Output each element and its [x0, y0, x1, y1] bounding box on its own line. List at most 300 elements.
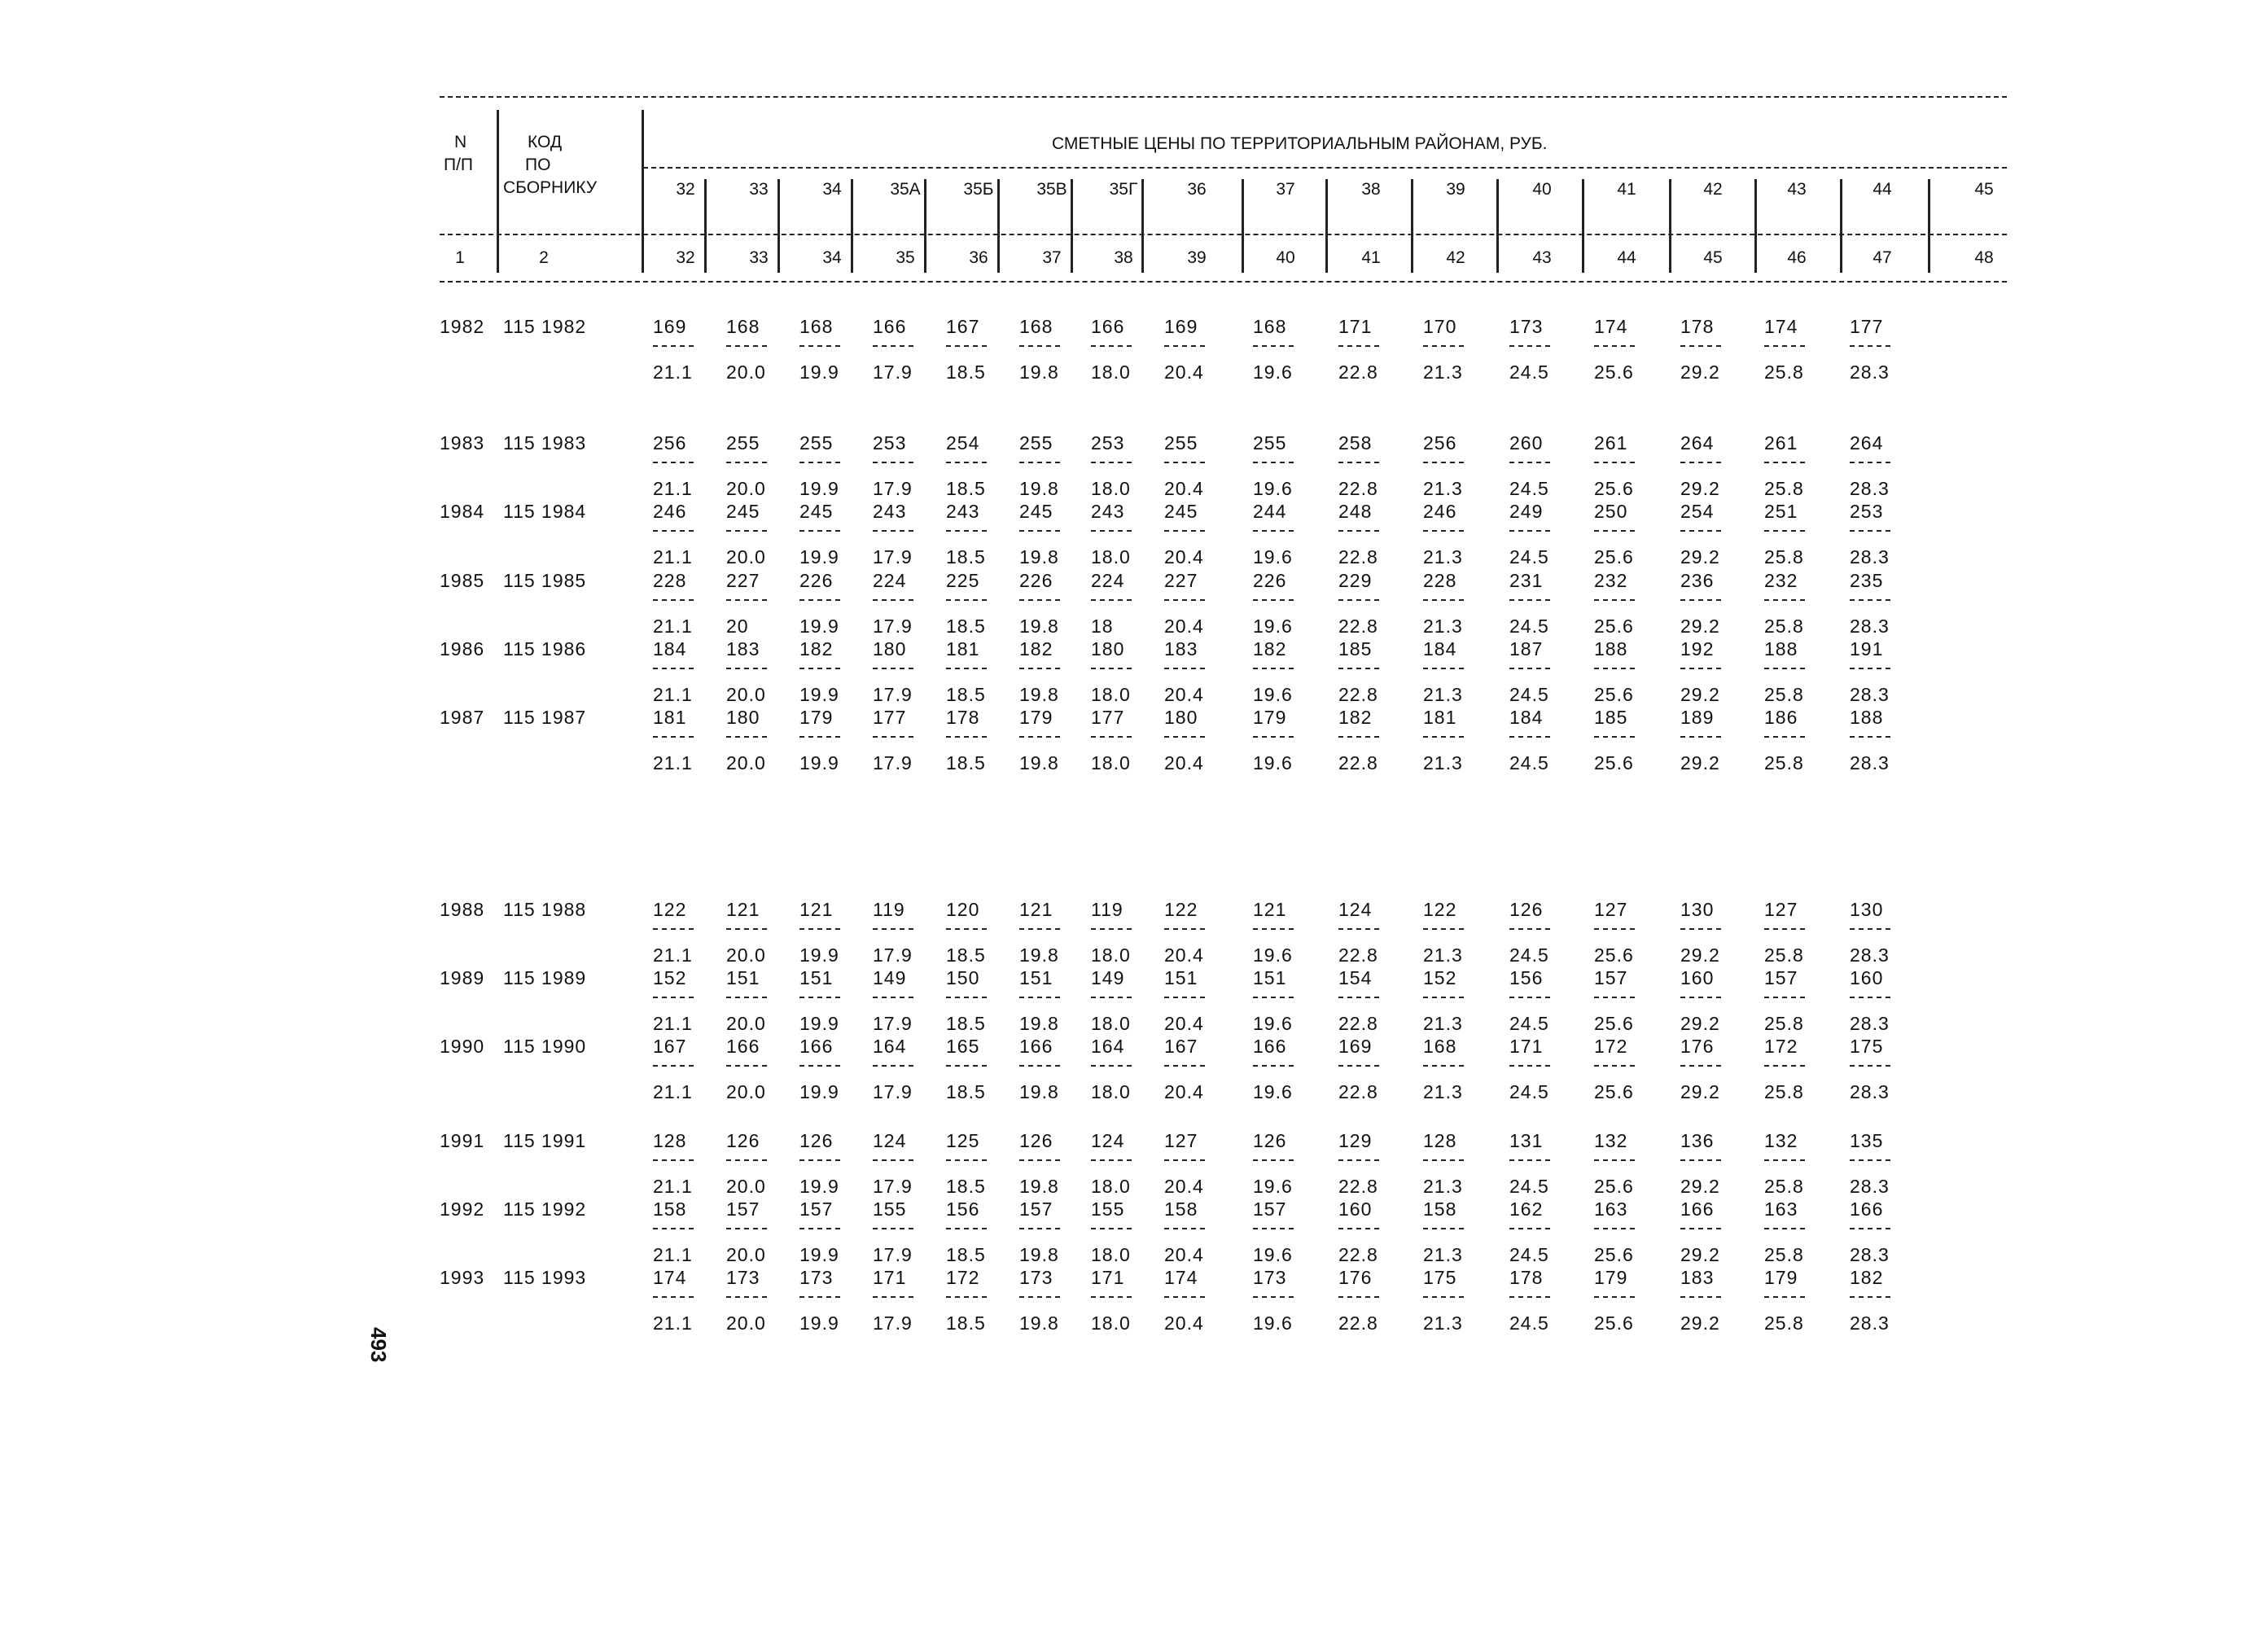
price-index: 25.8: [1764, 1013, 1804, 1034]
price-value: 173: [1019, 1267, 1053, 1288]
price-value: 253: [1091, 432, 1125, 454]
price-index: 21.3: [1423, 362, 1463, 383]
fraction-divider: [946, 599, 987, 601]
fraction-divider: [1019, 345, 1060, 347]
fraction-divider: [1253, 736, 1294, 738]
fraction-divider: [1680, 530, 1721, 532]
fraction-divider: [1680, 462, 1721, 463]
price-index: 18.5: [946, 546, 986, 567]
fraction-divider: [653, 997, 694, 998]
fraction-divider: [1253, 530, 1294, 532]
district-separator: [1141, 179, 1144, 273]
fraction-divider: [1338, 668, 1379, 669]
price-index: 19.8: [1019, 752, 1059, 773]
fraction-divider: [1423, 997, 1464, 998]
price-index: 18.5: [946, 1081, 986, 1102]
price-value: 166: [799, 1036, 834, 1057]
price-value: 232: [1594, 570, 1628, 591]
price-index: 28.3: [1850, 944, 1890, 966]
row-number: 1982: [440, 316, 485, 337]
fraction-divider: [1091, 1065, 1132, 1067]
fraction-divider: [1019, 736, 1060, 738]
price-index: 25.6: [1594, 1081, 1634, 1102]
price-value: 192: [1680, 638, 1715, 659]
fraction-divider: [1423, 1159, 1464, 1161]
price-index: 28.3: [1850, 478, 1890, 499]
district-separator: [777, 179, 780, 273]
fraction-divider: [1764, 928, 1805, 930]
price-index: 21.1: [653, 1081, 693, 1102]
fraction-divider: [726, 1228, 767, 1229]
price-value: 149: [873, 967, 907, 988]
price-index: 20.0: [726, 1176, 766, 1197]
price-value: 191: [1850, 638, 1884, 659]
price-value: 250: [1594, 501, 1628, 522]
column-number: 46: [1787, 248, 1807, 267]
price-value: 157: [1764, 967, 1798, 988]
column-number: 43: [1532, 248, 1552, 267]
fraction-divider: [1764, 736, 1805, 738]
fraction-divider: [1019, 1296, 1060, 1298]
price-index: 21.1: [653, 362, 693, 383]
price-value: 129: [1338, 1130, 1373, 1151]
price-index: 22.8: [1338, 616, 1378, 637]
fraction-divider: [653, 345, 694, 347]
price-value: 152: [1423, 967, 1457, 988]
header-title: СМЕТНЫЕ ЦЕНЫ ПО ТЕРРИТОРИАЛЬНЫМ РАЙОНАМ, РУБ.: [1052, 134, 1548, 153]
fraction-divider: [1680, 599, 1721, 601]
price-value: 124: [1338, 899, 1373, 920]
price-index: 22.8: [1338, 1081, 1378, 1102]
fraction-divider: [1019, 1065, 1060, 1067]
header-sep-code: [642, 110, 644, 273]
price-value: 167: [653, 1036, 687, 1057]
price-value: 264: [1680, 432, 1715, 454]
district-separator: [1496, 179, 1499, 273]
price-value: 174: [1594, 316, 1628, 337]
price-value: 235: [1850, 570, 1884, 591]
fraction-divider: [1680, 736, 1721, 738]
price-index: 25.8: [1764, 1176, 1804, 1197]
price-value: 165: [946, 1036, 980, 1057]
row-number: 1992: [440, 1198, 485, 1220]
price-value: 164: [1091, 1036, 1125, 1057]
price-index: 19.8: [1019, 1312, 1059, 1334]
price-value: 168: [1423, 1036, 1457, 1057]
row-code: 115 1992: [503, 1198, 587, 1220]
price-index: 28.3: [1850, 1013, 1890, 1034]
price-index: 29.2: [1680, 1013, 1720, 1034]
price-index: 19.8: [1019, 1013, 1059, 1034]
price-index: 24.5: [1509, 1312, 1549, 1334]
price-value: 175: [1423, 1267, 1457, 1288]
price-index: 19.8: [1019, 546, 1059, 567]
fraction-divider: [1091, 599, 1132, 601]
price-index: 20.4: [1164, 1013, 1204, 1034]
district-separator: [1928, 179, 1930, 273]
fraction-divider: [1594, 1065, 1635, 1067]
price-index: 24.5: [1509, 752, 1549, 773]
price-index: 20.4: [1164, 1312, 1204, 1334]
price-index: 29.2: [1680, 478, 1720, 499]
fraction-divider: [726, 997, 767, 998]
price-index: 18.0: [1091, 1013, 1131, 1034]
fraction-divider: [653, 928, 694, 930]
fraction-divider: [1594, 1159, 1635, 1161]
fraction-divider: [873, 736, 913, 738]
fraction-divider: [1091, 530, 1132, 532]
fraction-divider: [726, 736, 767, 738]
fraction-divider: [1019, 1228, 1060, 1229]
price-index: 25.6: [1594, 362, 1634, 383]
price-value: 174: [653, 1267, 687, 1288]
fraction-divider: [1764, 599, 1805, 601]
price-value: 160: [1338, 1198, 1373, 1220]
fraction-divider: [799, 462, 840, 463]
fraction-divider: [1338, 599, 1379, 601]
price-value: 178: [946, 707, 980, 728]
row-number: 1987: [440, 707, 485, 728]
price-value: 128: [1423, 1130, 1457, 1151]
price-value: 183: [1164, 638, 1198, 659]
price-index: 22.8: [1338, 1312, 1378, 1334]
fraction-divider: [726, 1296, 767, 1298]
price-value: 124: [873, 1130, 907, 1151]
column-number: 33: [749, 248, 769, 267]
district-header: 45: [1974, 180, 1994, 199]
price-index: 24.5: [1509, 1081, 1549, 1102]
price-index: 29.2: [1680, 684, 1720, 705]
price-index: 19.8: [1019, 1176, 1059, 1197]
column-number: 40: [1276, 248, 1295, 267]
district-header: 32: [676, 180, 695, 199]
fraction-divider: [726, 668, 767, 669]
price-index: 19.9: [799, 362, 839, 383]
price-value: 126: [1253, 1130, 1287, 1151]
fraction-divider: [653, 1296, 694, 1298]
price-index: 19.9: [799, 752, 839, 773]
fraction-divider: [1253, 997, 1294, 998]
price-index: 20.4: [1164, 1244, 1204, 1265]
fraction-divider: [799, 668, 840, 669]
fraction-divider: [1850, 345, 1890, 347]
row-code: 115 1989: [503, 967, 587, 988]
fraction-divider: [653, 599, 694, 601]
fraction-divider: [1764, 1159, 1805, 1161]
price-value: 173: [1509, 316, 1544, 337]
price-index: 20.0: [726, 1244, 766, 1265]
fraction-divider: [1509, 928, 1550, 930]
column-number: 38: [1114, 248, 1133, 267]
fraction-divider: [1253, 462, 1294, 463]
price-index: 25.8: [1764, 944, 1804, 966]
price-index: 18.0: [1091, 546, 1131, 567]
fraction-divider: [1509, 1228, 1550, 1229]
fraction-divider: [1091, 668, 1132, 669]
price-value: 166: [1019, 1036, 1053, 1057]
fraction-divider: [1019, 599, 1060, 601]
fraction-divider: [873, 345, 913, 347]
fraction-divider: [1423, 928, 1464, 930]
price-index: 17.9: [873, 1312, 913, 1334]
fraction-divider: [1680, 668, 1721, 669]
price-value: 119: [1091, 899, 1124, 920]
price-index: 18.0: [1091, 478, 1131, 499]
fraction-divider: [726, 1065, 767, 1067]
price-value: 243: [873, 501, 907, 522]
fraction-divider: [1423, 1065, 1464, 1067]
column-number: 34: [822, 248, 842, 267]
price-value: 121: [1019, 899, 1053, 920]
price-value: 126: [1509, 899, 1544, 920]
price-index: 25.6: [1594, 546, 1634, 567]
price-index: 20.4: [1164, 684, 1204, 705]
column-number: 35: [896, 248, 915, 267]
price-value: 175: [1850, 1036, 1884, 1057]
price-value: 224: [873, 570, 907, 591]
fraction-divider: [1019, 668, 1060, 669]
district-header: 35Г: [1109, 180, 1138, 199]
price-value: 228: [653, 570, 687, 591]
fraction-divider: [1338, 997, 1379, 998]
fraction-divider: [1338, 1296, 1379, 1298]
fraction-divider: [653, 1228, 694, 1229]
price-index: 21.3: [1423, 478, 1463, 499]
price-value: 166: [1680, 1198, 1715, 1220]
price-index: 28.3: [1850, 362, 1890, 383]
price-index: 19.6: [1253, 752, 1293, 773]
price-value: 168: [726, 316, 760, 337]
fraction-divider: [1850, 668, 1890, 669]
price-index: 21.1: [653, 616, 693, 637]
price-value: 179: [1594, 1267, 1628, 1288]
fraction-divider: [1253, 668, 1294, 669]
price-value: 122: [1423, 899, 1457, 920]
price-value: 181: [653, 707, 687, 728]
price-index: 20.0: [726, 1013, 766, 1034]
fraction-divider: [799, 345, 840, 347]
price-value: 126: [726, 1130, 760, 1151]
district-separator: [1411, 179, 1413, 273]
price-index: 19.9: [799, 1176, 839, 1197]
price-value: 169: [1164, 316, 1198, 337]
fraction-divider: [1423, 530, 1464, 532]
price-value: 152: [653, 967, 687, 988]
price-index: 19.8: [1019, 1081, 1059, 1102]
fraction-divider: [946, 1296, 987, 1298]
fraction-divider: [1594, 668, 1635, 669]
price-value: 168: [799, 316, 834, 337]
price-index: 21.1: [653, 944, 693, 966]
price-value: 164: [873, 1036, 907, 1057]
fraction-divider: [653, 530, 694, 532]
price-index: 28.3: [1850, 616, 1890, 637]
price-value: 243: [1091, 501, 1125, 522]
price-index: 22.8: [1338, 752, 1378, 773]
fraction-divider: [726, 345, 767, 347]
price-index: 20.4: [1164, 478, 1204, 499]
price-value: 150: [946, 967, 980, 988]
price-value: 130: [1850, 899, 1884, 920]
price-value: 128: [653, 1130, 687, 1151]
price-value: 151: [1253, 967, 1287, 988]
fraction-divider: [1164, 928, 1205, 930]
fraction-divider: [1338, 1159, 1379, 1161]
row-code: 115 1991: [503, 1130, 587, 1151]
price-value: 182: [799, 638, 834, 659]
price-index: 21.1: [653, 478, 693, 499]
price-value: 251: [1764, 501, 1798, 522]
fraction-divider: [946, 997, 987, 998]
price-index: 25.6: [1594, 684, 1634, 705]
price-index: 25.8: [1764, 478, 1804, 499]
price-index: 19.8: [1019, 478, 1059, 499]
fraction-divider: [1680, 1296, 1721, 1298]
fraction-divider: [873, 997, 913, 998]
price-index: 20.4: [1164, 616, 1204, 637]
price-index: 17.9: [873, 616, 913, 637]
price-value: 171: [873, 1267, 907, 1288]
price-value: 177: [1850, 316, 1884, 337]
price-value: 149: [1091, 967, 1125, 988]
row-code: 115 1982: [503, 316, 587, 337]
district-header: 44: [1872, 180, 1892, 199]
price-index: 22.8: [1338, 546, 1378, 567]
district-separator: [704, 179, 707, 273]
fraction-divider: [653, 736, 694, 738]
fraction-divider: [946, 462, 987, 463]
fraction-divider: [1164, 1065, 1205, 1067]
price-index: 18.5: [946, 944, 986, 966]
price-value: 158: [653, 1198, 687, 1220]
fraction-divider: [1680, 997, 1721, 998]
price-index: 17.9: [873, 1176, 913, 1197]
column-number: 37: [1042, 248, 1062, 267]
column-number: 48: [1974, 248, 1994, 267]
fraction-divider: [1764, 1228, 1805, 1229]
price-value: 121: [1253, 899, 1287, 920]
price-value: 157: [1594, 967, 1628, 988]
header-mid-rule: [440, 234, 2007, 235]
fraction-divider: [946, 1065, 987, 1067]
price-index: 20.4: [1164, 362, 1204, 383]
price-value: 171: [1091, 1267, 1125, 1288]
price-index: 20.4: [1164, 1081, 1204, 1102]
price-value: 189: [1680, 707, 1715, 728]
price-value: 156: [946, 1198, 980, 1220]
row-code: 115 1990: [503, 1036, 587, 1057]
fraction-divider: [946, 928, 987, 930]
fraction-divider: [1594, 599, 1635, 601]
price-index: 21.3: [1423, 944, 1463, 966]
price-index: 25.8: [1764, 752, 1804, 773]
fraction-divider: [1423, 668, 1464, 669]
price-index: 28.3: [1850, 1176, 1890, 1197]
price-index: 20.0: [726, 1312, 766, 1334]
district-header: 37: [1276, 180, 1295, 199]
price-value: 182: [1338, 707, 1373, 728]
price-value: 170: [1423, 316, 1457, 337]
price-index: 21.1: [653, 1312, 693, 1334]
fraction-divider: [1338, 345, 1379, 347]
price-value: 166: [726, 1036, 760, 1057]
district-header: 35Б: [963, 180, 994, 199]
price-index: 25.6: [1594, 1013, 1634, 1034]
price-index: 25.6: [1594, 616, 1634, 637]
price-value: 151: [726, 967, 760, 988]
price-index: 18.5: [946, 684, 986, 705]
price-value: 179: [1764, 1267, 1798, 1288]
fraction-divider: [1253, 599, 1294, 601]
price-index: 20.4: [1164, 944, 1204, 966]
price-index: 20.0: [726, 1081, 766, 1102]
header-bottom-rule: [440, 281, 2007, 283]
price-value: 179: [1019, 707, 1053, 728]
fraction-divider: [1509, 736, 1550, 738]
fraction-divider: [1509, 345, 1550, 347]
fraction-divider: [1091, 1296, 1132, 1298]
price-index: 21.3: [1423, 616, 1463, 637]
price-value: 151: [1019, 967, 1053, 988]
price-value: 174: [1764, 316, 1798, 337]
fraction-divider: [1764, 530, 1805, 532]
column-number: 45: [1703, 248, 1723, 267]
price-index: 28.3: [1850, 1312, 1890, 1334]
price-index: 25.8: [1764, 546, 1804, 567]
price-value: 158: [1164, 1198, 1198, 1220]
row-code: 115 1985: [503, 570, 587, 591]
fraction-divider: [1253, 1065, 1294, 1067]
column-number: 47: [1872, 248, 1892, 267]
fraction-divider: [1164, 345, 1205, 347]
fraction-divider: [1164, 462, 1205, 463]
district-header: 42: [1703, 180, 1723, 199]
price-index: 24.5: [1509, 546, 1549, 567]
fraction-divider: [1764, 997, 1805, 998]
price-value: 160: [1850, 967, 1884, 988]
fraction-divider: [1594, 1296, 1635, 1298]
price-value: 249: [1509, 501, 1544, 522]
price-index: 18.5: [946, 1013, 986, 1034]
fraction-divider: [799, 928, 840, 930]
price-value: 188: [1764, 638, 1798, 659]
price-value: 172: [1764, 1036, 1798, 1057]
fraction-divider: [873, 928, 913, 930]
fraction-divider: [873, 530, 913, 532]
fraction-divider: [1680, 1065, 1721, 1067]
page-number: 493: [366, 1327, 391, 1363]
price-index: 18.5: [946, 362, 986, 383]
district-header: 38: [1361, 180, 1381, 199]
fraction-divider: [946, 1228, 987, 1229]
price-index: 19.6: [1253, 1176, 1293, 1197]
price-index: 22.8: [1338, 362, 1378, 383]
price-index: 21.3: [1423, 684, 1463, 705]
fraction-divider: [1253, 1228, 1294, 1229]
price-index: 19.6: [1253, 1312, 1293, 1334]
price-value: 160: [1680, 967, 1715, 988]
price-value: 261: [1594, 432, 1628, 454]
price-value: 121: [799, 899, 834, 920]
price-value: 131: [1509, 1130, 1544, 1151]
header-top-rule: [440, 96, 2007, 98]
price-index: 24.5: [1509, 684, 1549, 705]
price-value: 258: [1338, 432, 1373, 454]
price-value: 121: [726, 899, 760, 920]
price-value: 256: [1423, 432, 1457, 454]
district-separator: [1840, 179, 1842, 273]
fraction-divider: [726, 599, 767, 601]
